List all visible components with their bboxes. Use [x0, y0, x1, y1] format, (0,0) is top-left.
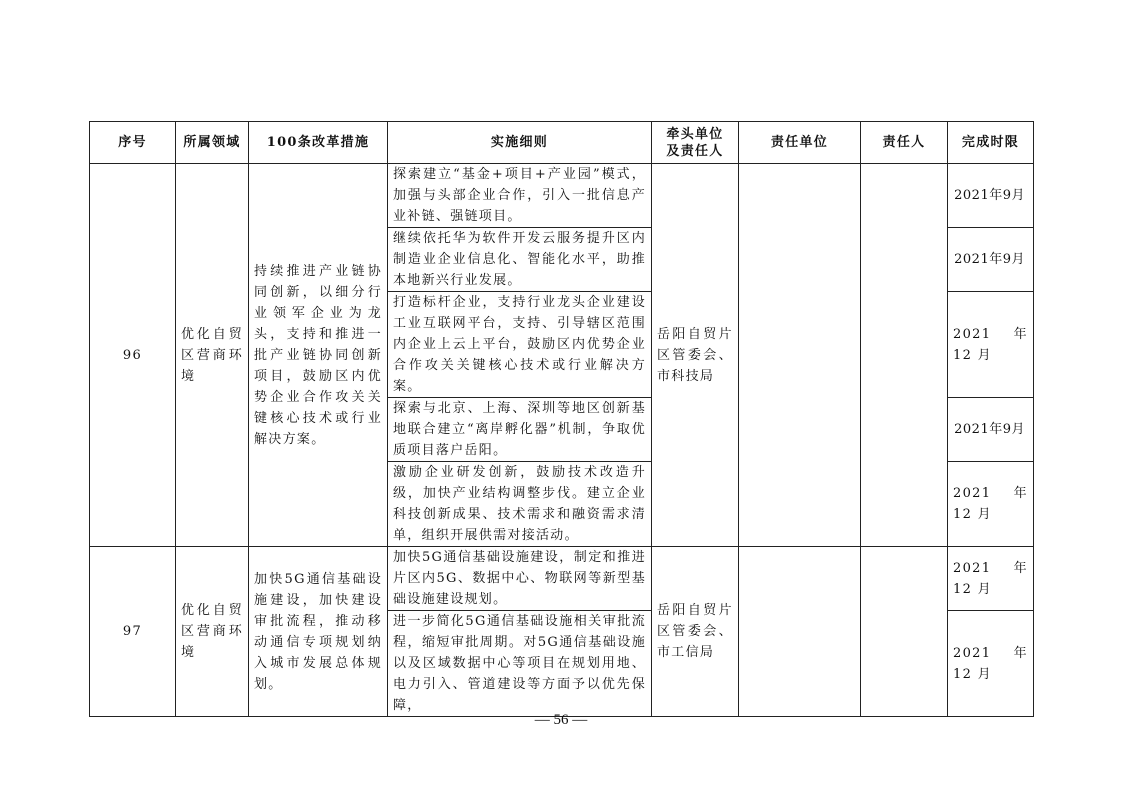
row-deadline: 2021 年 12 月 — [948, 462, 1034, 547]
header-domain: 所属领域 — [176, 122, 249, 164]
row-detail: 继续依托华为软件开发云服务提升区内制造业企业信息化、智能化水平，助推本地新兴行业发展。 — [388, 228, 652, 292]
table-row — [90, 547, 1034, 611]
reform-table — [89, 121, 1034, 717]
row-responsible-unit — [739, 547, 861, 717]
row-detail: 探索建立“基金+项目+产业园”模式，加强与头部企业合作，引入一批信息产业补链、强链项目。 — [388, 164, 652, 228]
row-responsible-person — [861, 547, 948, 717]
header-row — [90, 122, 1034, 164]
row-measure: 持续推进产业链协同创新，以细分行业领军企业为龙头，支持和推进一批产业链协同创新项目，鼓励区内优势企业合作攻关关键核心技术或行业解决方案。 — [249, 164, 388, 547]
header-no: 序号 — [90, 122, 176, 164]
page-number: — 56 — — [534, 712, 588, 728]
row-number: 96 — [90, 164, 176, 547]
row-number: 97 — [90, 547, 176, 717]
row-detail: 激励企业研发创新，鼓励技术改造升级，加快产业结构调整步伐。建立企业科技创新成果、技术需求和融资需求清单，组织开展供需对接活动。 — [388, 462, 652, 547]
header-deadline: 完成时限 — [948, 122, 1034, 164]
header-lead: 牵头单位及责任人 — [652, 122, 739, 164]
row-domain: 优化自贸区营商环境 — [176, 547, 249, 717]
row-deadline: 2021 年 12 月 — [948, 611, 1034, 717]
row-responsible-unit — [739, 164, 861, 547]
row-lead-unit: 岳阳自贸片区管委会、市工信局 — [652, 547, 739, 717]
header-responsible-person: 责任人 — [861, 122, 948, 164]
row-deadline: 2021 年 12 月 — [948, 292, 1034, 398]
row-detail: 进一步简化5G通信基础设施相关审批流程，缩短审批周期。对5G通信基础设施以及区域数据中心等项目在规划用地、电力引入、管道建设等方面予以优先保障， — [388, 611, 652, 717]
row-deadline: 2021 年 12 月 — [948, 547, 1034, 611]
row-domain: 优化自贸区营商环境 — [176, 164, 249, 547]
row-lead-unit: 岳阳自贸片区管委会、市科技局 — [652, 164, 739, 547]
row-deadline: 2021年9月 — [948, 398, 1034, 462]
header-details: 实施细则 — [388, 122, 652, 164]
row-detail: 打造标杆企业，支持行业龙头企业建设工业互联网平台，支持、引导辖区范围内企业上云上平台，鼓励区内优势企业合作攻关关键核心技术或行业解决方案。 — [388, 292, 652, 398]
row-responsible-person — [861, 164, 948, 547]
row-detail: 探索与北京、上海、深圳等地区创新基地联合建立“离岸孵化器”机制，争取优质项目落户岳阳。 — [388, 398, 652, 462]
row-deadline: 2021年9月 — [948, 164, 1034, 228]
header-measure: 100条改革措施 — [249, 122, 388, 164]
table-row — [90, 164, 1034, 228]
row-deadline: 2021年9月 — [948, 228, 1034, 292]
row-detail: 加快5G通信基础设施建设，制定和推进片区内5G、数据中心、物联网等新型基础设施建设规划。 — [388, 547, 652, 611]
header-responsible-unit: 责任单位 — [739, 122, 861, 164]
row-measure: 加快5G通信基础设施建设，加快建设审批流程，推动移动通信专项规划纳入城市发展总体规划。 — [249, 547, 388, 717]
